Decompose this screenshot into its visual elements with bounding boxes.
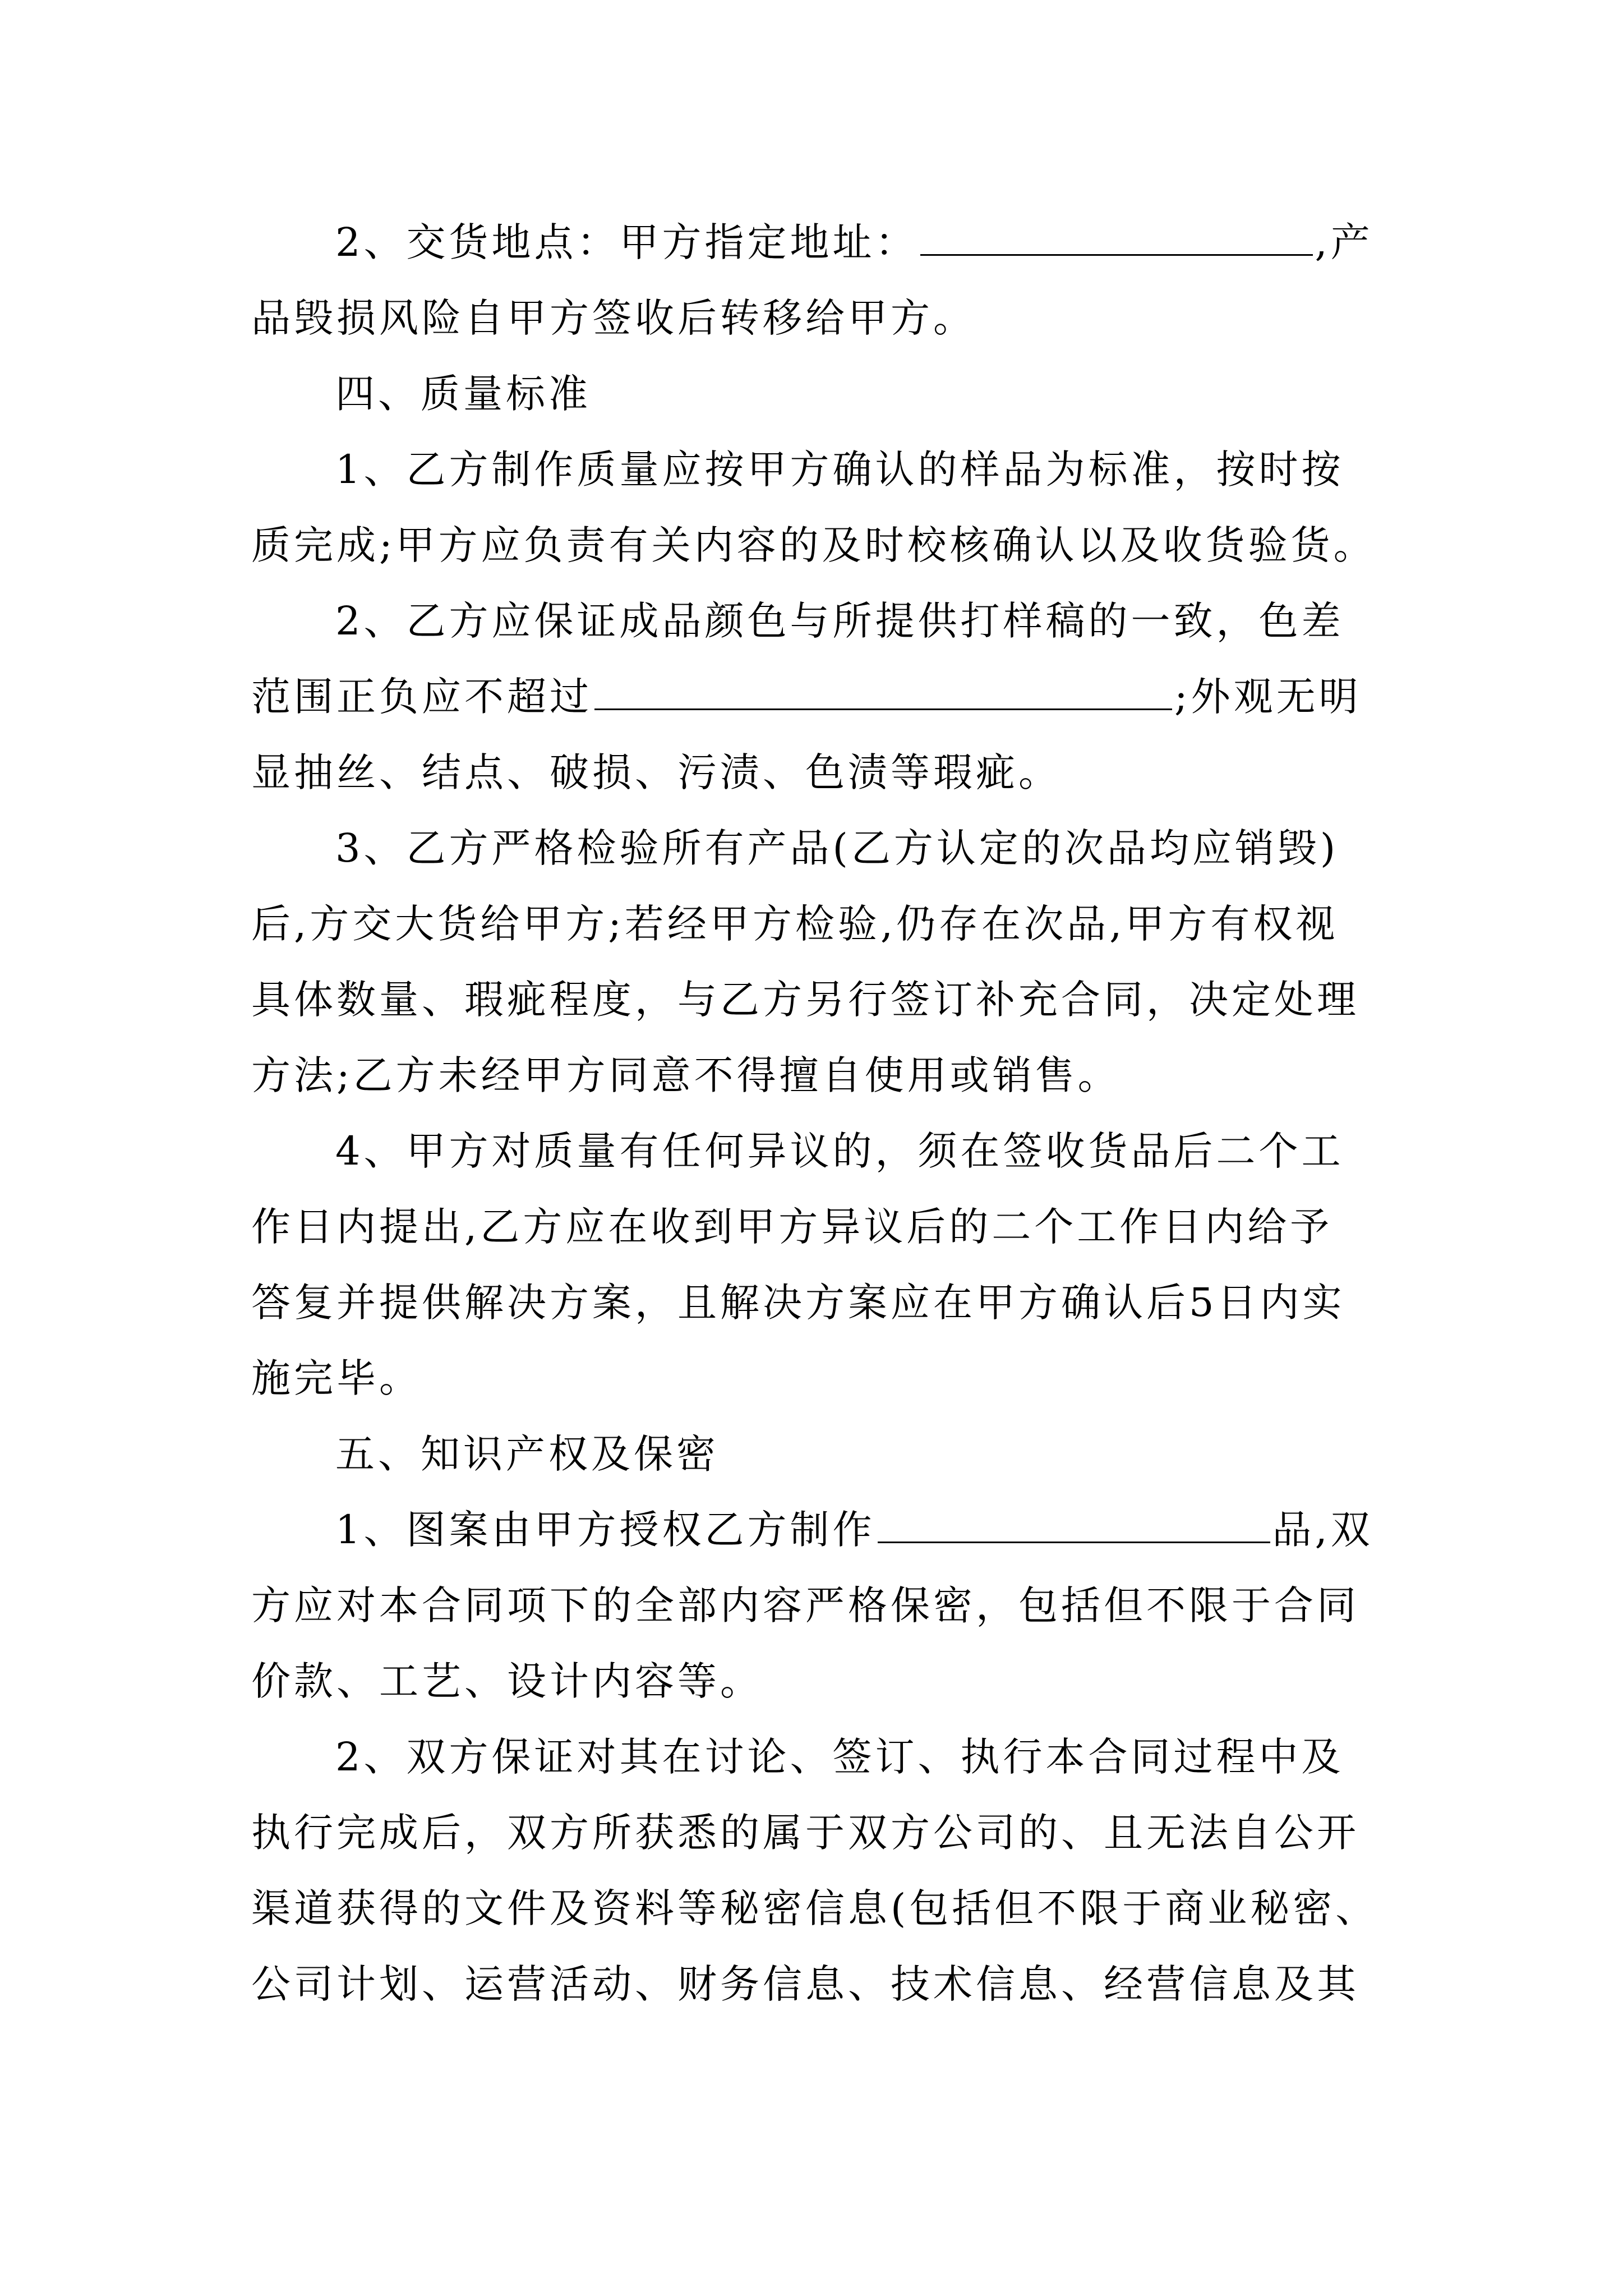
paragraph-line: 2、双方保证对其在讨论、签订、执行本合同过程中及 bbox=[335, 1734, 1344, 1780]
fill-in-blank bbox=[920, 217, 1313, 256]
section-heading: 四、质量标准 bbox=[335, 371, 591, 417]
text-segment: ;外观无明 bbox=[1174, 674, 1362, 720]
paragraph-line: 方法;乙方未经甲方同意不得擅自使用或销售。 bbox=[251, 1052, 1121, 1098]
paragraph-line bbox=[335, 214, 1457, 270]
paragraph-line: 公司计划、运营活动、财务信息、技术信息、经营信息及其 bbox=[251, 1961, 1359, 2007]
text-segment: 品,双 bbox=[1272, 1507, 1373, 1553]
text-segment: 2、交货地点：甲方指定地址： bbox=[335, 219, 918, 265]
paragraph-line: 渠道获得的文件及资料等秘密信息(包括但不限于商业秘密、 bbox=[251, 1885, 1378, 1931]
paragraph-line: 显抽丝、结点、破损、污渍、色渍等瑕疵。 bbox=[251, 749, 1061, 795]
text-segment: 1、图案由甲方授权乙方制作 bbox=[335, 1507, 875, 1553]
fill-in-blank bbox=[878, 1504, 1270, 1543]
paragraph-line: 后,方交大货给甲方;若经甲方检验,仍存在次品,甲方有权视 bbox=[251, 901, 1339, 947]
paragraph-line bbox=[335, 1502, 1457, 1558]
paragraph-line: 方应对本合同项下的全部内容严格保密，包括但不限于合同 bbox=[251, 1582, 1359, 1628]
paragraph-line: 4、甲方对质量有任何异议的，须在签收货品后二个工 bbox=[335, 1128, 1344, 1174]
text-segment: 范围正负应不超过 bbox=[251, 674, 592, 720]
paragraph-line: 价款、工艺、设计内容等。 bbox=[251, 1658, 763, 1704]
section-heading: 五、知识产权及保密 bbox=[335, 1431, 719, 1477]
fill-in-blank bbox=[594, 671, 1172, 710]
paragraph-line: 品毁损风险自甲方签收后转移给甲方。 bbox=[251, 295, 976, 341]
paragraph-line: 3、乙方严格检验所有产品(乙方认定的次品均应销毁) bbox=[335, 825, 1339, 871]
paragraph-line: 2、乙方应保证成品颜色与所提供打样稿的一致，色差 bbox=[335, 598, 1344, 644]
paragraph-line: 执行完成后，双方所获悉的属于双方公司的、且无法自公开 bbox=[251, 1810, 1359, 1856]
paragraph-line bbox=[251, 669, 1373, 725]
paragraph-line: 具体数量、瑕疵程度，与乙方另行签订补充合同，决定处理 bbox=[251, 977, 1359, 1023]
paragraph-line: 1、乙方制作质量应按甲方确认的样品为标准，按时按 bbox=[335, 447, 1344, 493]
paragraph-line: 施完毕。 bbox=[251, 1355, 422, 1401]
paragraph-line: 作日内提出,乙方应在收到甲方异议后的二个工作日内给予 bbox=[251, 1204, 1333, 1250]
paragraph-line: 质完成;甲方应负责有关内容的及时校核确认以及收货验货。 bbox=[251, 522, 1376, 568]
text-segment: ,产 bbox=[1315, 219, 1373, 265]
paragraph-line: 答复并提供解决方案，且解决方案应在甲方确认后5日内实 bbox=[251, 1280, 1345, 1326]
